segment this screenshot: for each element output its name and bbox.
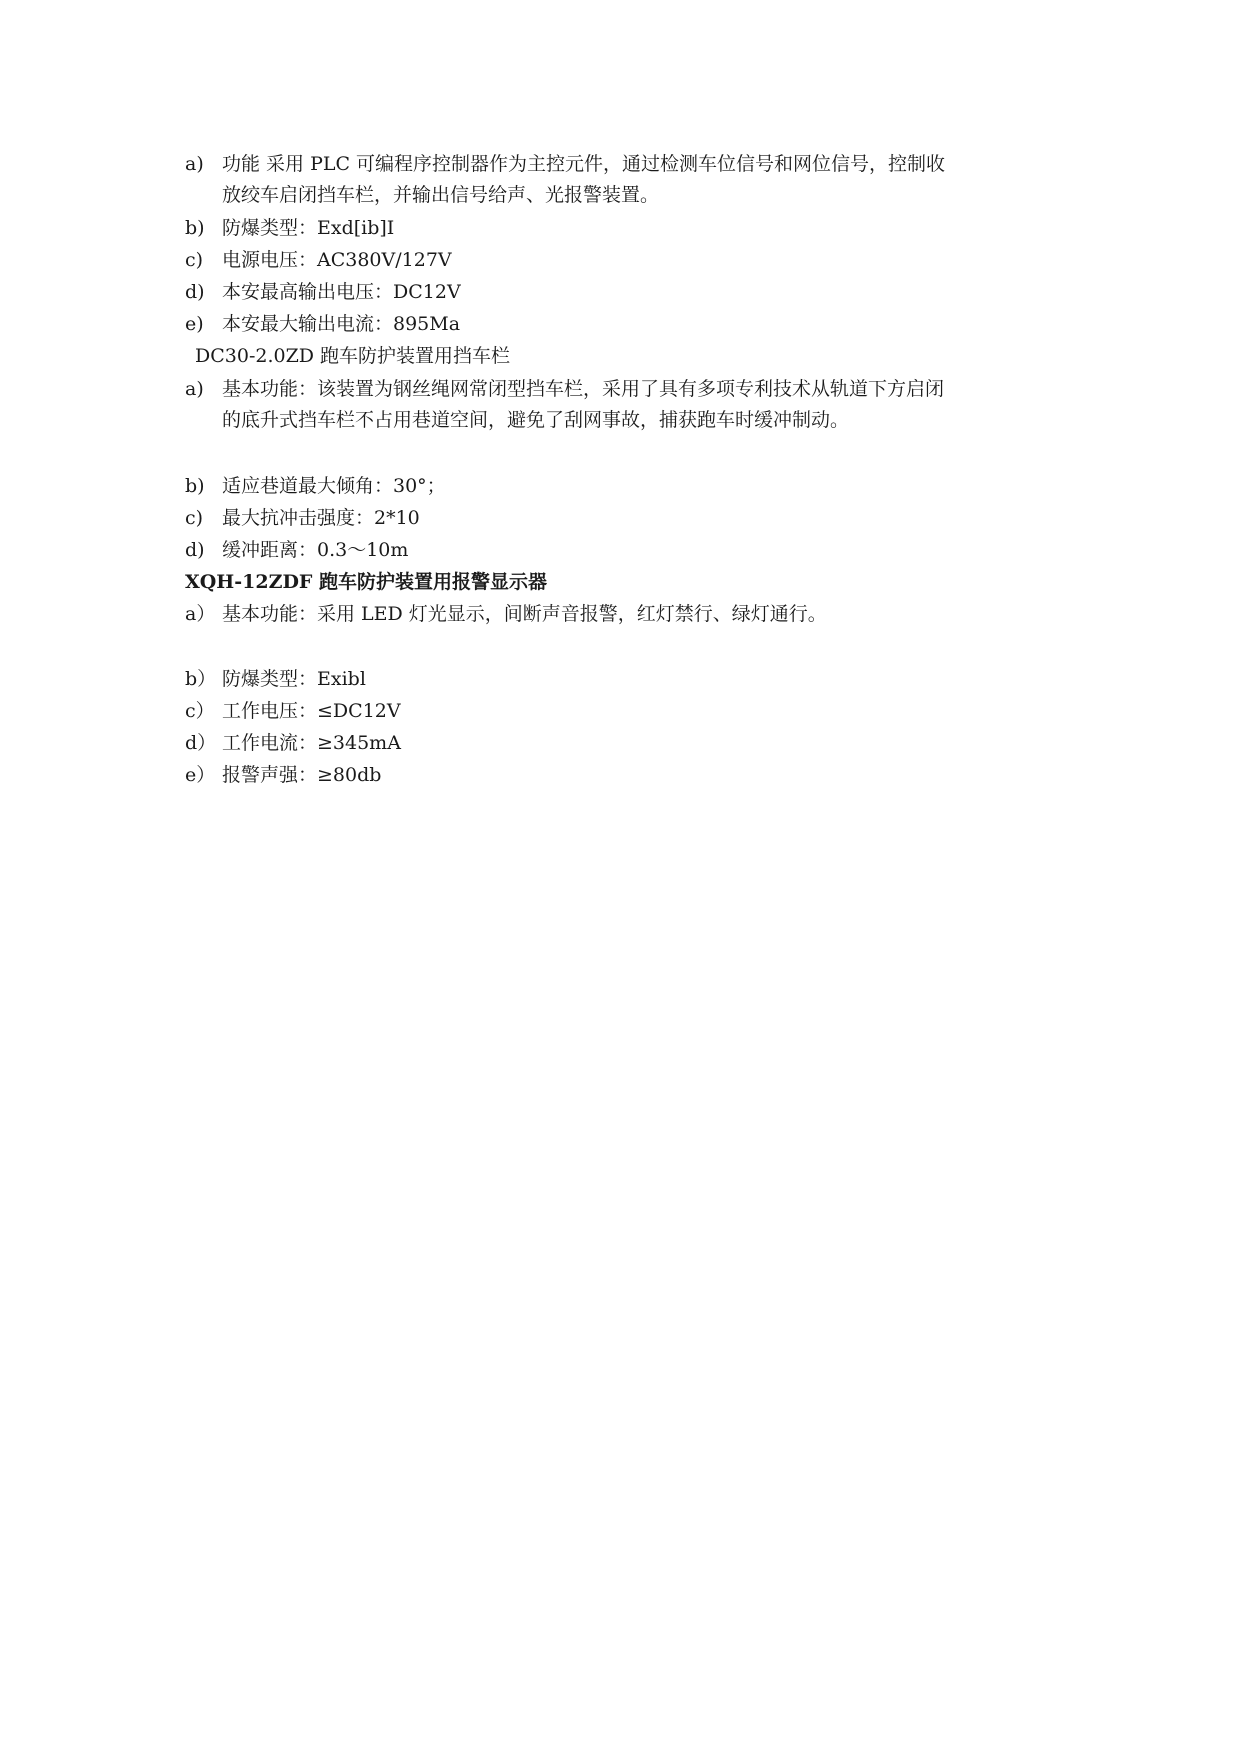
list-item	[185, 219, 394, 238]
list-marker: d)	[185, 281, 205, 303]
list-item-text: 防爆类型：Exd[ib]I	[222, 217, 395, 239]
list-item-text: 本安最大输出电流：895Ma	[222, 313, 461, 335]
list-item-text: 工作电流：≥345mA	[222, 732, 401, 754]
list-item-continuation	[222, 411, 849, 430]
list-item-continuation	[222, 186, 659, 205]
list-marker: b）	[185, 668, 217, 690]
list-item-text: 缓冲距离：0.3～10m	[222, 539, 409, 561]
list-marker: d）	[185, 732, 217, 754]
list-item	[185, 315, 460, 334]
list-item	[185, 734, 401, 753]
list-marker: c)	[185, 249, 204, 271]
list-item-text: 报警声强：≥80db	[222, 764, 382, 786]
list-item	[185, 155, 945, 174]
list-marker: c）	[185, 700, 215, 722]
list-item	[185, 283, 461, 302]
list-marker: d)	[185, 539, 205, 561]
list-item	[185, 380, 944, 399]
list-item	[185, 541, 408, 560]
list-item-text: 防爆类型：Exibl	[222, 668, 366, 690]
section-heading: XQH-12ZDF 跑车防护装置用报警显示器	[185, 571, 548, 593]
list-item-text: 的底升式挡车栏不占用巷道空间，避免了刮网事故，捕获跑车时缓冲制动。	[222, 409, 850, 431]
list-item	[185, 509, 420, 528]
list-marker: a)	[185, 153, 204, 175]
list-marker: a)	[185, 378, 204, 400]
list-item-text: 工作电压：≤DC12V	[222, 700, 401, 722]
list-item-text: 本安最高输出电压：DC12V	[222, 281, 461, 303]
list-marker: c)	[185, 507, 204, 529]
list-item-text: 基本功能：采用 LED 灯光显示，间断声音报警，红灯禁行、绿灯通行。	[222, 603, 827, 625]
list-item-text: 适应巷道最大倾角：30°；	[222, 475, 446, 497]
list-item	[185, 670, 366, 689]
list-item-text: 最大抗冲击强度：2*10	[222, 507, 420, 529]
list-item	[185, 605, 827, 624]
list-item	[185, 477, 446, 496]
list-item	[185, 702, 401, 721]
list-marker: e)	[185, 313, 204, 335]
list-marker: a）	[185, 603, 216, 625]
list-item	[185, 766, 381, 785]
list-item	[185, 251, 452, 270]
list-marker: e）	[185, 764, 216, 786]
list-item-text: 功能 采用 PLC 可编程序控制器作为主控元件，通过检测车位信号和网位信号，控制收	[222, 153, 946, 175]
list-item-text: 电源电压：AC380V/127V	[222, 249, 452, 271]
section-heading: DC30-2.0ZD 跑车防护装置用挡车栏	[195, 345, 511, 367]
list-marker: b)	[185, 217, 205, 239]
list-item-text: 放绞车启闭挡车栏，并输出信号给声、光报警装置。	[222, 184, 660, 206]
list-item-text: 基本功能：该装置为钢丝绳网常闭型挡车栏，采用了具有多项专利技术从轨道下方启闭	[222, 378, 945, 400]
list-marker: b)	[185, 475, 205, 497]
